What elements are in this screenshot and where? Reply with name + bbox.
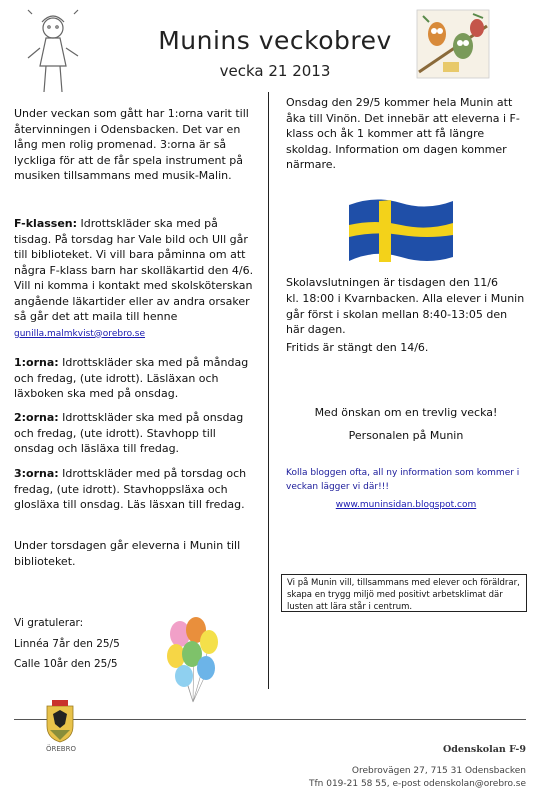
congrats-line-2: Calle 10år den 25/5 [14,658,118,670]
class1-paragraph [14,355,254,402]
end-of-term-date: Skolavslutningen är tisdagen den 11/6 [286,276,499,289]
blog-link[interactable]: www.muninsidan.blogspot.com [335,500,477,510]
school-name: Odenskolan F-9 [443,744,526,755]
class3-text: Idrottskläder med på torsdag och fredag, (ute idrott). Stavhoppsläxa och glosläxa till onsdag. Läs läsxan till fredag. [14,467,247,511]
school-motto-box: Vi på Munin vill, tillsammans med elever och föräldrar, skapa en trygg miljö med positivt arbetsklimat där lusten att lära står i centrum. [281,574,527,612]
blog-note: Kolla bloggen ofta, all ny information som kommer i veckan lägger vi där!!! [286,468,520,492]
footer-rule [14,719,526,720]
weekly-wish: Med önskan om en trevlig vecka! [314,406,498,419]
swedish-flag-icon [347,195,455,267]
class3-label: 3:orna: [14,467,59,480]
intro-paragraph: Under veckan som gått har 1:orna varit till återvinningen i Odensbacken. Det var en lång men rolig promenad. 3:orna är så lyckliga för att de får spela instrument på musiken tillsammans med musik-Malin. [14,107,249,182]
school-address: Orebrovägen 27, 715 31 Odensbacken [351,766,526,776]
congrats-line-1: Linnéa 7år den 25/5 [14,638,120,650]
column-divider [268,92,269,689]
orebro-coat-of-arms-icon [44,700,76,744]
fklass-text: Idrottskläder ska med på tisdag. På torsdag har Vale bild och Ull går till biblioteket. Vi vill bara påminna om att några F-klass barn har skolläkartid den 4/6. Vill ni komma i kontakt med skolsköterskan angående läkartider eller av andra orsaker så går det att maila till henne [14,217,254,323]
city-name: ÖREBRO [46,745,76,753]
school-contact: Tfn 019-21 58 55, e-post odenskolan@orebro.se [308,779,526,789]
fritids-closed: Fritids är stängt den 14/6. [286,341,429,354]
library-paragraph: Under torsdagen går eleverna i Munin till biblioteket. [14,539,241,568]
end-of-term-details: kl. 18:00 i Kvarnbacken. Alla elever i Munin går först i skolan mellan 8:40-13:05 den här dagen. [286,292,525,336]
balloons-icon [164,612,222,708]
page-subtitle: vecka 21 2013 [219,62,331,80]
fklass-label: F-klassen: [14,217,78,230]
clipart-figure-left-image [22,8,84,98]
trip-paragraph: Onsdag den 29/5 kommer hela Munin att åka till Vinön. Det innebär att eleverna i F-klass och åk 1 kommer att få längre skoldag. Information om dagen kommer närmare. [286,96,520,171]
class3-paragraph [14,466,254,513]
staff-signature: Personalen på Munin [348,429,464,442]
fklass-paragraph [14,216,254,342]
class2-label: 2:orna: [14,411,59,424]
congrats-title: Vi gratulerar: [14,617,84,629]
clipart-owls-right-image [413,6,493,82]
class2-paragraph [14,410,254,457]
class1-text: Idrottskläder ska med på måndag och fredag, (ute idrott). Läsläxan och läxboken ska med på onsdag. [14,356,249,400]
class2-text: Idrottskläder ska med på onsdag och fredag, (ute idrott). Stavhopp till onsdag och läsläxa till fredag. [14,411,244,455]
fklass-email-link[interactable]: gunilla.malmkvist@orebro.se [14,328,146,339]
page-title: Munins veckobrev [158,26,392,55]
class1-label: 1:orna: [14,356,59,369]
